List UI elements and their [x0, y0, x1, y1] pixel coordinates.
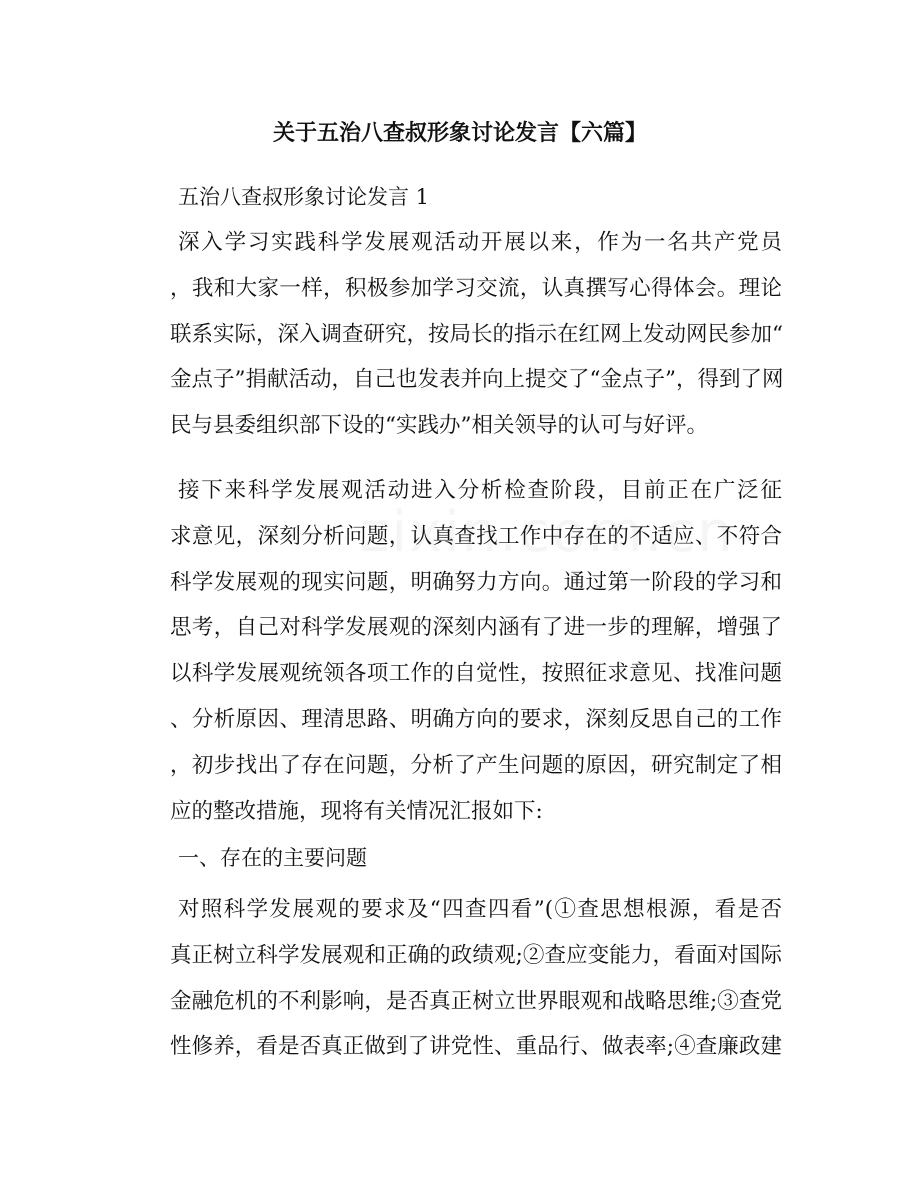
paragraph-2-line: 接下来科学发展观活动进入分析检查阶段，目前正在广泛征: [178, 478, 782, 503]
paragraph-2-line: 思考，自己对科学发展观的深刻内涵有了进一步的理解，增强了: [170, 615, 782, 641]
paragraph-1-line: 金点子”捐献活动，自己也发表并向上提交了“金点子”，得到了网: [170, 367, 784, 393]
paragraph-3-line: 金融危机的不利影响，是否真正树立世界眼观和战略思维;③查党: [170, 988, 782, 1014]
paragraph-1-line: ，我和大家一样，积极参加学习交流，认真撰写心得体会。理论: [170, 275, 782, 301]
paragraph-1-line: 联系实际，深入调查研究，按局长的指示在红网上发动网民参加“: [170, 321, 783, 347]
paragraph-1-line: 民与县委组织部下设的“实践办”相关领导的认可与好评。: [170, 413, 708, 439]
paragraph-2-line: 、分析原因、理清思路、明确方向的要求，深刻反思自己的工作: [170, 707, 782, 732]
paragraph-2-line: 科学发展观的现实问题，明确努力方向。通过第一阶段的学习和: [170, 569, 782, 595]
section-heading: 一、存在的主要问题: [178, 846, 367, 870]
paragraph-2-line: 应的整改措施，现将有关情况汇报如下:: [170, 798, 543, 824]
paragraph-2-line: 求意见，深刻分析问题，认真查找工作中存在的不适应、不符合: [170, 523, 782, 549]
paragraph-3-line: 真正树立科学发展观和正确的政绩观;②查应变能力，看面对国际: [170, 942, 782, 968]
paragraph-3-line: 性修养，看是否真正做到了讲党性、重品行、做表率;④查廉政建: [170, 1034, 782, 1060]
paragraph-2-line: 以科学发展观统领各项工作的自觉性，按照征求意见、找准问题: [170, 661, 782, 687]
document-title: 关于五治八查叔形象讨论发言【六篇】: [272, 121, 647, 146]
section-subtitle: 五治八查叔形象讨论发言 1: [178, 185, 430, 209]
paragraph-1-line: 深入学习实践科学发展观活动开展以来，作为一名共产党员: [178, 230, 782, 255]
paragraph-2-line: ，初步找出了存在问题，分析了产生问题的原因，研究制定了相: [170, 752, 782, 778]
paragraph-3-line: 对照科学发展观的要求及“四查四看”(①查思想根源，看是否: [178, 897, 782, 922]
